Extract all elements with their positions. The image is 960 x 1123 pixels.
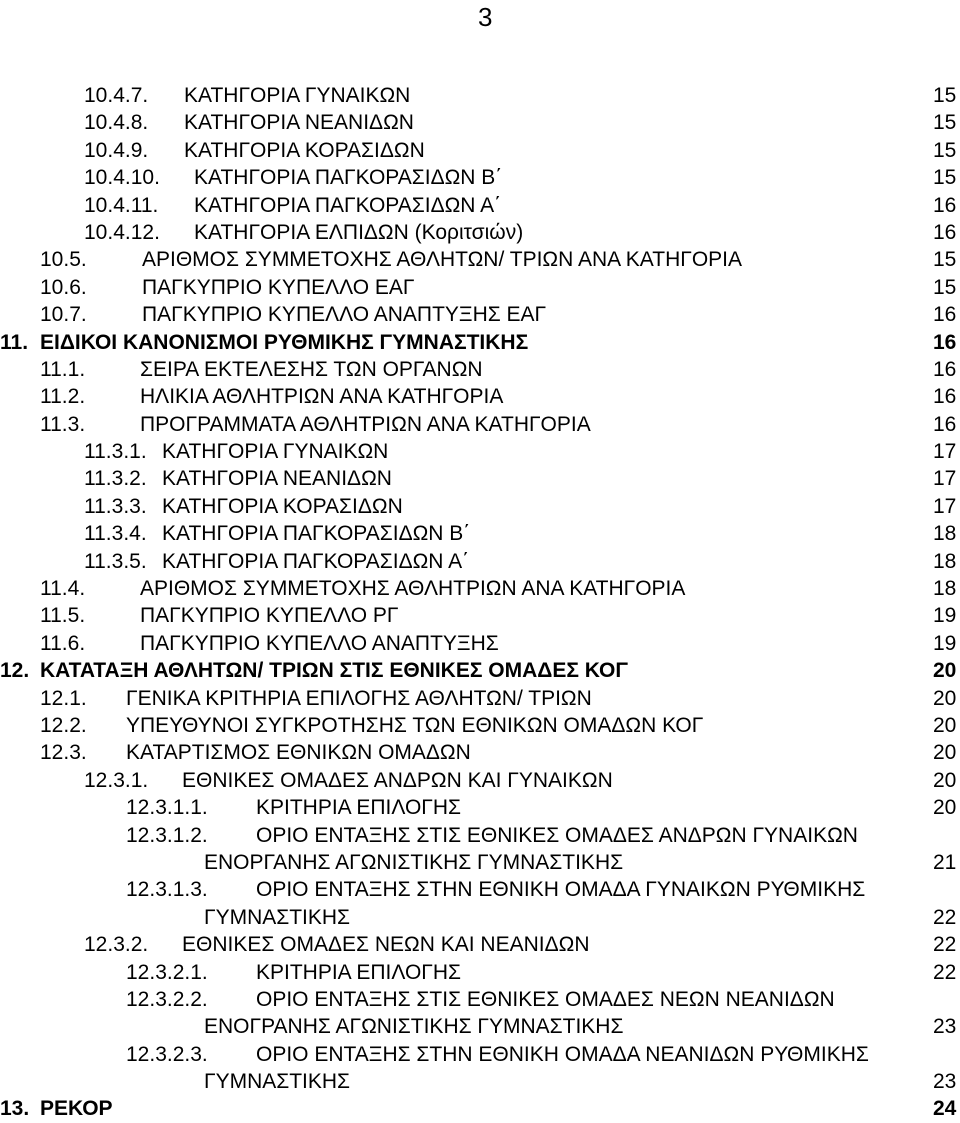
toc-entry-number: 11.3.3. [84, 494, 147, 518]
toc-entry-page: 21 [933, 850, 957, 874]
toc-entry [0, 520, 960, 547]
toc-entry [0, 767, 960, 794]
toc-entry [0, 822, 960, 849]
toc-entry-number: 12.3.1.3. [126, 878, 208, 902]
toc-entry-page: 15 [933, 166, 957, 190]
toc-entry-page: 22 [933, 933, 957, 957]
toc-entry-title: ΚΑΤΗΓΟΡΙΑ ΠΑΓΚΟΡΑΣΙΔΩΝ Α΄ [194, 193, 502, 217]
toc-entry-title: ΑΡΙΘΜΟΣ ΣΥΜΜΕΤΟΧΗΣ ΑΘΛΗΤΡΙΩΝ ΑΝΑ ΚΑΤΗΓΟΡΙΑ [140, 577, 686, 601]
toc-entry-number: 12.3.1.1. [126, 796, 208, 820]
toc-entry [0, 548, 960, 575]
toc-entry [0, 575, 960, 602]
toc-entry [0, 739, 960, 766]
toc-entry [0, 137, 960, 164]
toc-entry-number: 12.3.2.3. [126, 1042, 208, 1066]
toc-entry [0, 109, 960, 136]
toc-entry-number: 10.4.7. [84, 84, 149, 107]
toc-entry-page: 16 [933, 303, 957, 327]
toc-entry [0, 465, 960, 492]
toc-entry-number: 11.3.1. [84, 440, 147, 464]
toc-entry [0, 164, 960, 191]
toc-entry-title: ΚΑΤΗΓΟΡΙΑ ΓΥΝΑΙΚΩΝ [162, 440, 389, 464]
toc-entry-continuation-row [0, 904, 960, 931]
toc-entry-page: 18 [933, 522, 957, 546]
toc-entry-title: ΚΑΤΗΓΟΡΙΑ ΝΕΑΝΙΔΩΝ [162, 467, 392, 491]
toc-entry-page: 22 [933, 960, 957, 984]
toc-entry-title: ΚΑΤΑΡΤΙΣΜΟΣ ΕΘΝΙΚΩΝ ΟΜΑΔΩΝ [126, 741, 471, 765]
toc-entry-title: ΟΡΙΟ ΕΝΤΑΞΗΣ ΣΤΗΝ ΕΘΝΙΚΗ ΟΜΑΔΑ ΓΥΝΑΙΚΩΝ ΡΥΘΜΙΚΗΣ [256, 878, 866, 902]
toc-entry-continuation-row [0, 849, 960, 876]
toc-entry-title: ΚΑΤΗΓΟΡΙΑ ΠΑΓΚΟΡΑΣΙΔΩΝ Β΄ [162, 522, 471, 546]
toc-entry [0, 301, 960, 328]
toc-entry-page: 17 [933, 467, 957, 491]
toc-entry [0, 192, 960, 219]
table-of-contents [0, 82, 960, 1123]
toc-entry-page: 16 [933, 330, 957, 354]
toc-entry [0, 1095, 960, 1122]
toc-entry-number: 10.4.9. [84, 138, 149, 162]
toc-entry [0, 794, 960, 821]
toc-entry-page: 16 [933, 385, 957, 409]
toc-entry-page: 17 [933, 440, 957, 464]
toc-entry-title: ΚΑΤΗΓΟΡΙΑ ΓΥΝΑΙΚΩΝ [184, 84, 411, 107]
toc-entry [0, 931, 960, 958]
toc-entry-page: 15 [933, 111, 957, 135]
toc-entry [0, 493, 960, 520]
toc-entry-number: 12.1. [40, 686, 87, 710]
toc-entry-page: 16 [933, 357, 957, 381]
toc-entry-number: 11.2. [40, 385, 86, 409]
toc-entry-title: ΠΑΓΚΥΠΡΙΟ ΚΥΠΕΛΛΟ ΕΑΓ [142, 275, 415, 299]
toc-entry-title: ΠΑΓΚΥΠΡΙΟ ΚΥΠΕΛΛΟ ΑΝΑΠΤΥΞΗΣ ΕΑΓ [142, 303, 547, 327]
toc-entry-title: ΠΑΓΚΥΠΡΙΟ ΚΥΠΕΛΛΟ ΡΓ [140, 604, 399, 628]
toc-entry-page: 17 [933, 494, 957, 518]
toc-entry-title: ΑΡΙΘΜΟΣ ΣΥΜΜΕΤΟΧΗΣ ΑΘΛΗΤΩΝ/ ΤΡΙΩΝ ΑΝΑ ΚΑΤΗΓΟΡΙΑ [142, 248, 742, 272]
toc-entry-number: 10.4.12. [84, 220, 160, 244]
toc-entry-page: 19 [933, 631, 957, 655]
toc-entry [0, 329, 960, 356]
toc-entry-page: 16 [933, 193, 957, 217]
toc-entry [0, 82, 960, 109]
toc-entry-title-continuation: ΓΥΜΝΑΣΤΙΚΗΣ [204, 905, 351, 929]
toc-entry-page: 23 [933, 1070, 957, 1094]
toc-entry-title: ΚΑΤΗΓΟΡΙΑ ΕΛΠΙΔΩΝ (Κοριτσιών) [194, 220, 524, 244]
toc-entry-title: ΣΕΙΡΑ ΕΚΤΕΛΕΣΗΣ ΤΩΝ ΟΡΓΑΝΩΝ [140, 357, 483, 381]
toc-entry [0, 876, 960, 903]
toc-entry-number: 12.3.2. [84, 933, 149, 957]
toc-entry-number: 11.3. [40, 412, 86, 436]
toc-entry-number: 12.3.1. [84, 768, 149, 792]
toc-entry-number: 12.3. [40, 741, 87, 765]
toc-entry [0, 383, 960, 410]
toc-entry-number: 12.3.2.2. [126, 987, 208, 1011]
toc-entry-title: ΡΕΚΟΡ [40, 1097, 113, 1121]
toc-entry-page: 20 [933, 659, 957, 683]
page-number: 3 [478, 2, 493, 32]
toc-entry-page: 20 [933, 686, 957, 710]
toc-entry-page: 16 [933, 220, 957, 244]
toc-entry [0, 356, 960, 383]
toc-entry [0, 602, 960, 629]
toc-entry-page: 18 [933, 577, 957, 601]
toc-entry-number: 10.4.11. [84, 193, 159, 217]
toc-entry-title: ΟΡΙΟ ΕΝΤΑΞΗΣ ΣΤΗΝ ΕΘΝΙΚΗ ΟΜΑΔΑ ΝΕΑΝΙΔΩΝ ΡΥΘΜΙΚΗΣ [256, 1042, 869, 1066]
toc-entry-number: 10.4.10. [84, 166, 160, 190]
toc-entry-title: ΟΡΙΟ ΕΝΤΑΞΗΣ ΣΤΙΣ ΕΘΝΙΚΕΣ ΟΜΑΔΕΣ ΝΕΩΝ ΝΕΑΝΙΔΩΝ [256, 987, 835, 1011]
toc-entry-title: ΚΑΤΗΓΟΡΙΑ ΠΑΓΚΟΡΑΣΙΔΩΝ Α΄ [162, 549, 470, 573]
toc-entry [0, 657, 960, 684]
toc-entry-page: 15 [933, 275, 957, 299]
toc-entry-title: ΕΘΝΙΚΕΣ ΟΜΑΔΕΣ ΑΝΔΡΩΝ ΚΑΙ ΓΥΝΑΙΚΩΝ [182, 768, 613, 792]
toc-entry-number: 12.3.1.2. [126, 823, 208, 847]
toc-entry-title: ΚΑΤΗΓΟΡΙΑ ΠΑΓΚΟΡΑΣΙΔΩΝ Β΄ [194, 166, 503, 190]
toc-entry-page: 15 [933, 84, 957, 107]
toc-entry [0, 630, 960, 657]
toc-entry-title: ΥΠΕΥΘΥΝΟΙ ΣΥΓΚΡΟΤΗΣΗΣ ΤΩΝ ΕΘΝΙΚΩΝ ΟΜΑΔΩΝ ΚΟΓ [126, 713, 704, 737]
toc-entry-page: 20 [933, 713, 957, 737]
toc-entry-title: ΚΑΤΗΓΟΡΙΑ ΚΟΡΑΣΙΔΩΝ [184, 138, 425, 162]
toc-entry [0, 274, 960, 301]
toc-entry [0, 219, 960, 246]
toc-entry-page: 19 [933, 604, 957, 628]
toc-entry-number: 11.4. [40, 577, 86, 601]
toc-entry-page: 20 [933, 768, 957, 792]
toc-entry [0, 712, 960, 739]
toc-entry-title-continuation: ΕΝΟΓΡΑΝΗΣ ΑΓΩΝΙΣΤΙΚΗΣ ΓΥΜΝΑΣΤΙΚΗΣ [204, 1015, 624, 1039]
toc-entry [0, 685, 960, 712]
toc-entry-number: 11.3.2. [84, 467, 147, 491]
toc-entry-number: 10.4.8. [84, 111, 149, 135]
toc-entry-number: 11.3.5. [84, 549, 147, 573]
toc-entry-title: ΠΑΓΚΥΠΡΙΟ ΚΥΠΕΛΛΟ ΑΝΑΠΤΥΞΗΣ [140, 631, 499, 655]
toc-entry-title: ΚΡΙΤΗΡΙΑ ΕΠΙΛΟΓΗΣ [256, 796, 462, 820]
toc-entry-number: 12.2. [40, 713, 87, 737]
toc-entry-page: 18 [933, 549, 957, 573]
toc-entry-page: 23 [933, 1015, 957, 1039]
toc-entry-continuation-row [0, 1068, 960, 1095]
toc-entry-title: ΚΑΤΑΤΑΞΗ ΑΘΛΗΤΩΝ/ ΤΡΙΩΝ ΣΤΙΣ ΕΘΝΙΚΕΣ ΟΜΑΔΕΣ ΚΟΓ [40, 659, 628, 683]
toc-entry [0, 1041, 960, 1068]
toc-entry-continuation-row [0, 1013, 960, 1040]
toc-entry-title: ΚΡΙΤΗΡΙΑ ΕΠΙΛΟΓΗΣ [256, 960, 462, 984]
toc-entry [0, 986, 960, 1013]
toc-entry-number: 11.5. [40, 604, 86, 628]
toc-entry-number: 12. [0, 659, 30, 683]
toc-entry [0, 438, 960, 465]
toc-entry-number: 11. [0, 330, 29, 354]
toc-entry-page: 22 [933, 905, 957, 929]
toc-entry-number: 11.1. [40, 357, 86, 381]
toc-entry-number: 10.7. [40, 303, 87, 327]
toc-entry-title: ΕΘΝΙΚΕΣ ΟΜΑΔΕΣ ΝΕΩΝ ΚΑΙ ΝΕΑΝΙΔΩΝ [182, 933, 590, 957]
toc-entry-number: 10.5. [40, 248, 87, 272]
toc-entry-title: ΓΕΝΙΚΑ ΚΡΙΤΗΡΙΑ ΕΠΙΛΟΓΗΣ ΑΘΛΗΤΩΝ/ ΤΡΙΩΝ [126, 686, 592, 710]
toc-entry-page: 15 [933, 248, 957, 272]
toc-entry-number: 12.3.2.1. [126, 960, 208, 984]
toc-entry-title: ΕΙΔΙΚΟΙ ΚΑΝΟΝΙΣΜΟΙ ΡΥΘΜΙΚΗΣ ΓΥΜΝΑΣΤΙΚΗΣ [40, 330, 529, 354]
toc-entry-number: 11.3.4. [84, 522, 147, 546]
toc-entry-title: ΠΡΟΓΡΑΜΜΑΤΑ ΑΘΛΗΤΡΙΩΝ ΑΝΑ ΚΑΤΗΓΟΡΙΑ [140, 412, 591, 436]
toc-entry-title-continuation: ΓΥΜΝΑΣΤΙΚΗΣ [204, 1070, 351, 1094]
toc-entry-number: 11.6. [40, 631, 86, 655]
toc-entry-page: 16 [933, 412, 957, 436]
toc-entry [0, 411, 960, 438]
toc-entry [0, 246, 960, 273]
toc-entry-number: 10.6. [40, 275, 87, 299]
toc-entry-page: 20 [933, 741, 957, 765]
toc-entry-page: 24 [933, 1097, 957, 1121]
toc-entry-title-continuation: ΕΝΟΡΓΑΝΗΣ ΑΓΩΝΙΣΤΙΚΗΣ ΓΥΜΝΑΣΤΙΚΗΣ [204, 850, 624, 874]
toc-entry-title: ΚΑΤΗΓΟΡΙΑ ΚΟΡΑΣΙΔΩΝ [162, 494, 403, 518]
toc-entry-title: ΟΡΙΟ ΕΝΤΑΞΗΣ ΣΤΙΣ ΕΘΝΙΚΕΣ ΟΜΑΔΕΣ ΑΝΔΡΩΝ ΓΥΝΑΙΚΩΝ [256, 823, 858, 847]
toc-entry-title: ΗΛΙΚΙΑ ΑΘΛΗΤΡΙΩΝ ΑΝΑ ΚΑΤΗΓΟΡΙΑ [140, 385, 504, 409]
toc-entry-page: 15 [933, 138, 957, 162]
toc-entry [0, 959, 960, 986]
toc-entry-number: 13. [0, 1097, 30, 1121]
toc-entry-page: 20 [933, 796, 957, 820]
toc-entry-title: ΚΑΤΗΓΟΡΙΑ ΝΕΑΝΙΔΩΝ [184, 111, 414, 135]
